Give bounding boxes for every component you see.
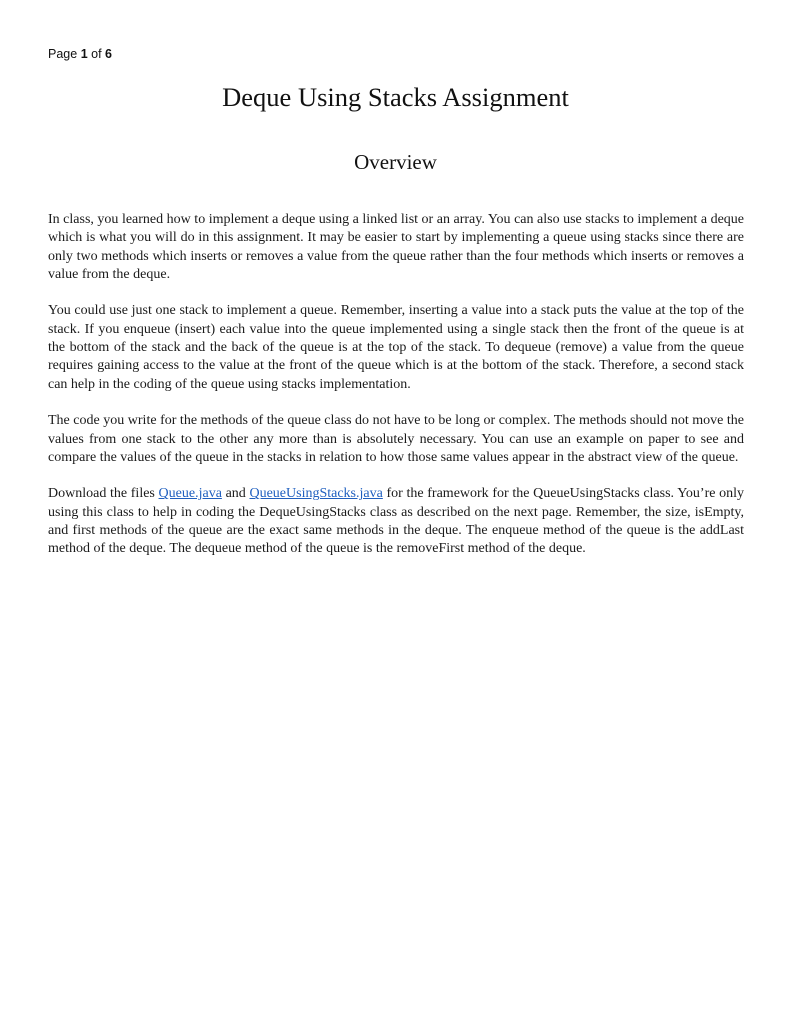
total-pages-number: 6 [105,47,112,61]
paragraph-4 [48,485,744,558]
paragraph-1: In class, you learned how to implement a deque using a linked list or an array. You can also use stacks to implement a deque which is what you will do in this assignment. It may be easier to start by implementing a queue using stacks since there are only two methods which inserts or removes a value from the queue rather than the four methods which inserts or removes a value from the deque. [48,212,744,282]
queue-java-link[interactable]: Queue.java [158,486,222,502]
page-of-label: of [91,47,102,61]
page-label: Page [48,47,78,61]
paragraph-4-conjunction: and [221,486,250,502]
paragraph-4-rest: for the framework for the QueueUsingStacks class. You’re only using this class to help in coding the DequeUsingStacks class as described on the next page. Remember, the size, isEmpty, and first methods of the queue are the exact same methods in the deque. The enqueue method of the queue is the addLast method of the deque. The dequeue method of the queue is the removeFirst method of the deque. [48,486,745,557]
paragraph-2: You could use just one stack to implement a queue. Remember, inserting a value into a stack puts the value at the top of the stack. If you enqueue (insert) each value into the queue implemented using a single stack then the front of the queue is at the bottom of the stack and the back of the queue is at the top of the stack. To dequeue (remove) a value from the queue requires gaining access to the value at the front of the queue which is at the bottom of the stack. Therefore, a second stack can help in the coding of the queue using stacks implementation. [48,303,744,392]
current-page-number: 1 [80,47,88,61]
document-title: Deque Using Stacks Assignment [222,82,569,112]
queue-using-stacks-java-link[interactable]: QueueUsingStacks.java [249,486,383,502]
section-heading-overview: Overview [354,150,437,174]
paragraph-3: The code you write for the methods of the queue class do not have to be long or complex. The methods should not move the values from one stack to the other any more than is absolutely necessary. You can use an example on paper to see and compare the values of the queue in the stacks in relation to how those same values appear in the abstract view of the queue. [48,413,744,465]
paragraph-4-intro: Download the files [48,486,159,502]
page-header [48,47,112,61]
document-body [48,211,744,577]
